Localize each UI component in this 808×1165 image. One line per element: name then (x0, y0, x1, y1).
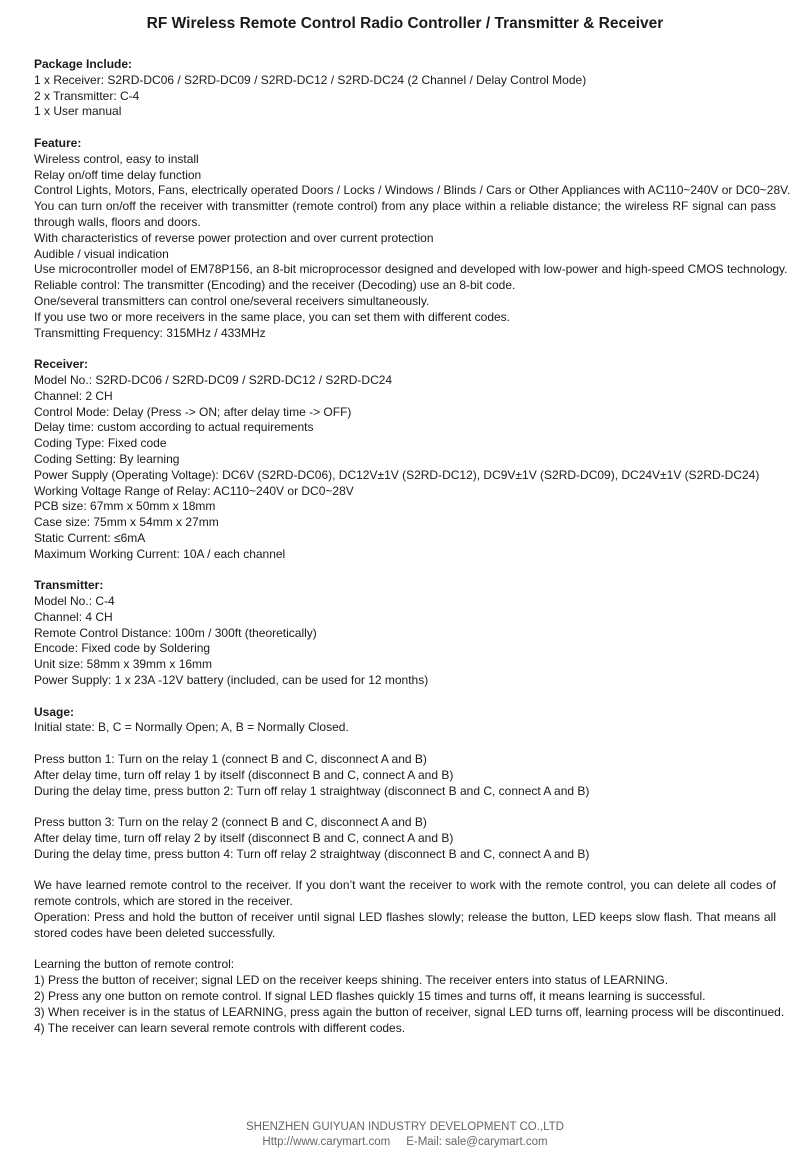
document-title: RF Wireless Remote Control Radio Controller / Transmitter & Receiver (146, 15, 664, 32)
receiver-line: Coding Setting: By learning (34, 451, 180, 466)
relay1-line: During the delay time, press button 2: Turn off relay 1 straightway (disconnect B and C, connect A and B) (34, 783, 590, 798)
transmitter-line: Model No.: C-4 (34, 594, 115, 609)
receiver-line: Case size: 75mm x 54mm x 27mm (34, 515, 219, 530)
spacer (34, 942, 776, 958)
spacer (34, 689, 776, 705)
spacer (34, 120, 776, 136)
feature-line: Use microcontroller model of EM78P156, an 8-bit microprocessor designed and developed with low-power and high-speed CMOS technology. (34, 262, 788, 277)
receiver-line: Maximum Working Current: 10A / each channel (34, 546, 286, 561)
receiver-heading: Receiver: (34, 357, 89, 372)
transmitter-heading: Transmitter: (34, 578, 104, 593)
relay1-line: After delay time, turn off relay 1 by itself (disconnect B and C, connect A and B) (34, 767, 454, 782)
feature-line: Audible / visual indication (34, 246, 169, 261)
delete-codes-paragraph: We have learned remote control to the receiver. If you don’t want the receiver to work with the remote control, you can delete all codes of remote controls, which are stored in the receiver. (34, 878, 776, 909)
spacer (34, 563, 776, 579)
learning-line: 3) When receiver is in the status of LEARNING, press again the button of receiver, signal LED turns off, learning process will be discontinued. (34, 1004, 785, 1019)
spacer (34, 736, 776, 752)
feature-heading: Feature: (34, 135, 82, 150)
document-body (34, 57, 791, 1036)
feature-line: You can turn on/off the receiver with transmitter (remote control) from any place within a reliable distance; the wireless RF signal can pass through walls, floors and doors. (34, 199, 776, 229)
relay1-line: Press button 1: Turn on the relay 1 (connect B and C, disconnect A and B) (34, 752, 427, 767)
feature-line: One/several transmitters can control one/several receivers simultaneously. (34, 293, 430, 308)
receiver-line: Static Current: ≤6mA (34, 530, 146, 545)
page-footer (34, 1120, 776, 1149)
transmitter-line: Remote Control Distance: 100m / 300ft (theoretically) (34, 625, 317, 640)
receiver-line: Channel: 2 CH (34, 388, 113, 403)
spacer (34, 863, 776, 879)
feature-line: Control Lights, Motors, Fans, electrically operated Doors / Locks / Windows / Blinds / Cars or Other Appliances with AC110~240V or DC0~28V. (34, 183, 791, 198)
receiver-line: PCB size: 67mm x 50mm x 18mm (34, 499, 216, 514)
footer-contact (34, 1135, 776, 1150)
receiver-line: Working Voltage Range of Relay: AC110~240V or DC0~28V (34, 483, 354, 498)
package-section (34, 57, 776, 120)
footer-company: SHENZHEN GUIYUAN INDUSTRY DEVELOPMENT CO.,LTD (245, 1121, 564, 1133)
spacer (34, 341, 776, 357)
feature-line: Relay on/off time delay function (34, 167, 202, 182)
spacer (34, 799, 776, 815)
learning-line: 4) The receiver can learn several remote controls with different codes. (34, 1020, 406, 1035)
learning-line: Learning the button of remote control: (34, 957, 235, 972)
learning-line: 2) Press any one button on remote control. If signal LED flashes quickly 15 times and turns off, it means learning is successful. (34, 989, 706, 1004)
footer-website-link[interactable]: Http://www.carymart.com (262, 1135, 391, 1148)
package-line: 1 x Receiver: S2RD-DC06 / S2RD-DC09 / S2RD-DC12 / S2RD-DC24 (2 Channel / Delay Control Mode) (34, 72, 587, 87)
feature-line: Wireless control, easy to install (34, 151, 199, 166)
transmitter-line: Unit size: 58mm x 39mm x 16mm (34, 657, 213, 672)
package-line: 2 x Transmitter: C-4 (34, 88, 140, 103)
relay2-line: During the delay time, press button 4: Turn off relay 2 straightway (disconnect B and C, connect A and B) (34, 846, 590, 861)
feature-section (34, 135, 791, 341)
usage-section (34, 704, 785, 1037)
package-heading: Package Include: (34, 57, 133, 71)
receiver-section (34, 357, 776, 562)
feature-line: Transmitting Frequency: 315MHz / 433MHz (34, 325, 266, 340)
usage-heading: Usage: (34, 704, 75, 719)
transmitter-line: Encode: Fixed code by Soldering (34, 641, 211, 656)
transmitter-line: Power Supply: 1 x 23A -12V battery (included, can be used for 12 months) (34, 673, 429, 688)
package-line: 1 x User manual (34, 104, 122, 119)
learning-line: 1) Press the button of receiver; signal LED on the receiver keeps shining. The receiver enters into status of LEARNING. (34, 973, 669, 988)
receiver-line: Coding Type: Fixed code (34, 436, 167, 451)
transmitter-line: Channel: 4 CH (34, 609, 113, 624)
relay2-line: Press button 3: Turn on the relay 2 (connect B and C, disconnect A and B) (34, 815, 427, 830)
relay2-line: After delay time, turn off relay 2 by itself (disconnect B and C, connect A and B) (34, 831, 454, 846)
delete-codes-operation: Operation: Press and hold the button of receiver until signal LED flashes slowly; release the button, LED keeps slow flash. That means all stored codes have been deleted successfully. (34, 910, 776, 940)
receiver-line: Power Supply (Operating Voltage): DC6V (S2RD-DC06), DC12V±1V (S2RD-DC12), DC9V±1V (S2RD-DC09), DC24V±1V (S2RD-DC24) (34, 467, 760, 482)
usage-initial-state: Initial state: B, C = Normally Open; A, B = Normally Closed. (34, 720, 349, 735)
feature-line: With characteristics of reverse power protection and over current protection (34, 230, 434, 245)
feature-line: If you use two or more receivers in the same place, you can set them with different codes. (34, 309, 511, 324)
transmitter-section (34, 578, 776, 689)
feature-line: Reliable control: The transmitter (Encoding) and the receiver (Decoding) use an 8-bit code. (34, 278, 516, 293)
receiver-line: Delay time: custom according to actual requirements (34, 420, 314, 435)
footer-email-link[interactable]: E-Mail: sale@carymart.com (406, 1135, 548, 1148)
receiver-line: Model No.: S2RD-DC06 / S2RD-DC09 / S2RD-DC12 / S2RD-DC24 (34, 372, 393, 387)
receiver-line: Control Mode: Delay (Press -> ON; after delay time -> OFF) (34, 404, 352, 419)
